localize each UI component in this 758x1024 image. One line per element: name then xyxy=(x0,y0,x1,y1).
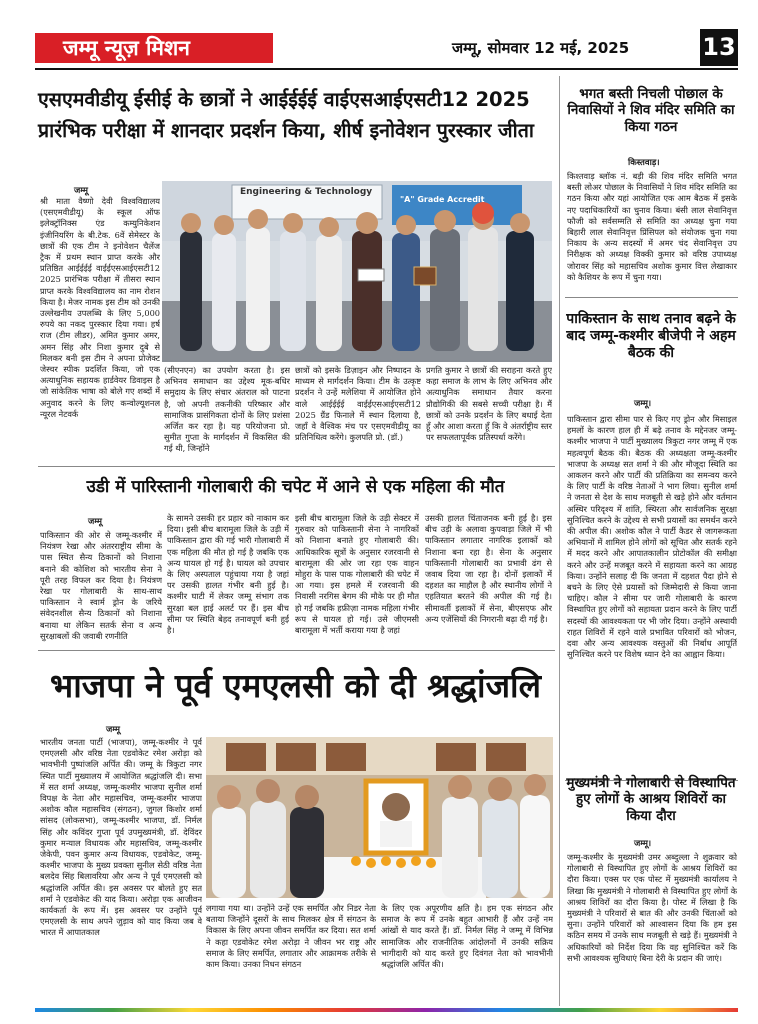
side1-body: किश्तवाड़ ब्लॉक नं. बड़ी की शिव मंदिर समिति भगत बस्ती लोअर पोछाल के निवासियों ने शिव मंदिर समिति का गठन किया और यहां आयोजित एक आम बैठक में इसके नए पदाधिकारियों का चुनाव किया। बंसी लाल सेवानिवृत्त फौजी को सर्वसम्मति से समिति का अध्यक्ष चुना गया बिहारी लाल सेवानिवृत्त प्रिंसिपल को संयोजक चुना गया निकाय के अन्य सदस्यों में अमर चंद सेवानिवृत्त उप निरीक्षक को अध्यक्ष विक्की कुमार को वरिष्ठ उपाध्यक्ष जोरावर सिंह को महासचिव अशोक कुमार वित्त लेखाकार को कैशियर के रूप में चुना गया। xyxy=(567,171,737,282)
side1-headline: भगत बस्ती निचली पोछाल के निवासियों ने शिव मंदिर समिति का किया गठन xyxy=(567,86,735,135)
side3-headline: मुख्यमंत्री ने गोलाबारी से विस्थापित हुए लोगों के आश्रय शिविरों का किया दौरा xyxy=(566,775,736,824)
story1-dateline: जम्मू xyxy=(74,186,88,196)
story2-headline: उडी में पारिस्तानी गोलाबारी की चपेट में आने से एक महिला की मौत xyxy=(86,477,505,497)
side1-dateline: किस्तवाड़। xyxy=(628,158,660,168)
bottom-color-strip xyxy=(35,1008,738,1012)
story3-column-3: के लिए एक अपूरणीय क्षति है। हम एक संगठन और समाज के रूप में उनके बहुत आभारी हैं और उन्हें नम आंखों से याद करते हैं। डॉ. निर्मल सिंह ने जम्मू में विभिन्न सामाजिक और राजनीतिक आंदोलनों में उनकी सक्रिय भागीदारी को याद करते हुए दिवंगत नेता को भावभीनी श्रद्धांजलि अर्पित की। xyxy=(381,903,553,970)
story1-column-4: प्रगति कुमार ने छात्रों की सराहना करते हुए कहा समाज के लाभ के लिए अभिनव और अत्याधुनिक समाधान तैयार करना प्रौद्योगिकी की सबसे सच्ची परीक्षा है। मैं छात्रों को उनके प्रदर्शन के लिए बधाई देता हूँ और आशा करता हूँ कि वे अंतर्राष्ट्रीय स्तर पर सफलतापूर्वक प्रतिस्पर्धा करेंगे। xyxy=(426,365,552,443)
column-rule xyxy=(559,76,560,1006)
story3-column-1: भारतीय जनता पार्टी (भाजपा), जम्मू-कश्मीर ने पूर्व एमएलसी और वरिष्ठ नेता एडवोकेट रमेश अरोड़ा को भावभीनी पुष्पांजलि अर्पित की। जम्मू के त्रिकुटा नगर स्थित पार्टी मुख्यालय में आयोजित श्रद्धांजलि दी। सभा में सत शर्मा अध्यक्ष, जम्मू-कश्मीर भाजपा सुनील शर्मा विपक्ष के नेता और महासचिव, जम्मू-कश्मीर भाजपा अशोक कौल महासचिव (संगठन), जुगल किशोर शर्मा सांसद (लोकसभा), जम्मू-कश्मीर भाजपा, डॉ. निर्मल सिंह और कविंदर गुप्ता पूर्व उपमुख्यमंत्री, डॉ. देविंदर कुमार मन्याल विधायक और महासचिव, जम्मू-कश्मीर जेकेपी, पवन कुमार अन्य विधायक, एडवोकेट, जम्मू-कश्मीर भाजपा के मुख्य प्रवक्ता सुनील सेठी वरिष्ठ नेता बलदेव सिंह बिलावरिया और अन्य ने पूर्व एमएलसी को श्रद्धांजलि अर्पित की। इस अवसर पर बोलते हुए सत शर्मा ने एडवोकेट की याद किया। अरोड़ा एक आजीवन कार्यकर्ता के रूप में। इस अवसर पर उन्होंने पूर्व एमएलसी के साथ अपने जुड़ाव को याद किया जब वे भारत में आपातकाल xyxy=(40,737,202,938)
side2-headline: पाकिस्तान के साथ तनाव बढ़ने के बाद जम्मू-कश्मीर बीजेपी ने अहम बैठक की xyxy=(566,311,736,362)
side3-dateline: जम्मू। xyxy=(634,839,652,849)
page-dateline: जम्मू, सोमवार 12 मई, 2025 xyxy=(452,39,630,57)
page-number: 13 xyxy=(700,29,738,66)
header-rule xyxy=(35,68,738,70)
story1-column-1: श्री माता वैष्णो देवी विश्वविद्यालय (एसएमवीडीयू) के स्कूल ऑफ इलेक्ट्रॉनिक्स एंड कम्युनिकेशन इंजीनियरिंग के बी.टेक. 6वें सेमेस्टर के छात्रों की एक टीम ने इनोवेशन चैलेंज ट्रैक में प्रथम स्थान प्राप्त करके और प्रतिष्ठित आईईईई वाईईएसआईएसटी12 2025 प्रारंभिक परीक्षा में तीसरा स्थान प्राप्त करके विश्वविद्यालय का नाम रोशन किया है। मेजर नामक इस टीम को उनकी उल्लेखनीय उपलब्धि के लिए 5,000 रुपये का नकद पुरस्कार दिया गया। हर्ष राज (टीम लीडर), अमित कुमार अमर, अमन सिंह और निशा कुमार दुबे से मिलकर बनी इस टीम ने अपना प्रोजेक्ट जेस्चर स्पीक प्रदर्शित किया, जो एक अत्याधुनिक सहायक हार्डवेयर डिवाइस है जो सांकेतिक भाषा को बोले गए शब्दों में अनुवाद करने के लिए कन्वोल्यूशनल न्यूरल नेटवर्क xyxy=(40,196,160,419)
story-divider xyxy=(38,466,555,467)
banner-text: Engineering & Technology xyxy=(240,187,373,197)
tribute-photo-illustration xyxy=(206,737,553,898)
award-photo-illustration xyxy=(162,181,552,362)
side-divider xyxy=(565,297,738,298)
story3-column-2: लगाया गया था। उन्होंने उन्हें एक समर्पित और निडर नेता बताया जिन्होंने दूसरों के साथ मिलकर क्षेत्र में संगठन के विकास के लिए अपना जीवन समर्पित कर दिया। सत शर्मा ने कहा एडवोकेट रमेश अरोड़ा ने जीवन भर राष्ट्र और समाज के लिए समर्पित, लगातार और आक्रामक तरीके से काम किया। उनका निधन संगठन xyxy=(206,903,376,970)
story1-column-3: छात्रों को इसके डिज़ाइन और निष्पादन के माध्यम से मार्गदर्शन किया। टीम के उत्कृष्ट प्रदर्शन ने उन्हें मलेशिया में आयोजित होने वाले आईईईई वाईईएसआईएसटी12 2025 ग्रैंड फिनाले में स्थान दिलाया है, जहाँ वे वैश्विक मंच पर एसएमवीडीयू का प्रतिनिधित्व करेंगे। कुलपति प्रो. (डॉ.) xyxy=(295,365,421,443)
side2-body: पाकिस्तान द्वारा सीमा पार से किए गए ड्रोन और मिसाइल हमलों के कारण हाल ही में बढ़े तनाव के मद्देनजर जम्मू-कश्मीर भाजपा ने पार्टी मुख्यालय त्रिकुटा नगर जम्मू में एक महत्वपूर्ण बैठक की। बैठक की अध्यक्षता जम्मू-कश्मीर भाजपा के अध्यक्ष सत शर्मा ने की और मौजूदा स्थिति का आकलन करने और पार्टी की प्रतिक्रिया का समन्वय करने के लिए पार्टी के वरिष्ठ नेताओं ने भाग लिया। सुनील शर्मा ने जनता से देश के साथ मजबूती से खड़े होने और वर्तमान अस्थिर परिदृश्य में शांति, स्थिरता और सार्वजनिक सुरक्षा सुनिश्चित करने के उद्देश्य से सभी प्रयासों का समर्थन करने की अपील की। अशोक कौल ने पार्टी कैडर से जागरूकता अभियानों में शामिल होने लोगों को सूचित और सतर्क रहने में मदद करने और आपातकालीन प्रोटोकॉल की समीक्षा करने और उन्हें मजबूत करने में सहायता करने का आग्रह किया। उन्होंने सलाह दी कि जनता में दहशत पैदा होने से बचने के लिए ऐसे प्रयासों को जिम्मेदारी से किया जाना चाहिए। कौल ने सीमा पर जारी गोलाबारी के कारण विस्थापित हुए लोगों को सहायता प्रदान करने के लिए पार्टी सदस्यों की आवश्यकता पर भी जोर दिया। उन्होंने अस्थायी राहत शिविरों में रहने वाले प्रभावित परिवारों को भोजन, दवा और अन्य आवश्यक वस्तुओं की निर्बाध आपूर्ति सुनिश्चित करने पर विशेष ध्यान देने का आह्वान किया। xyxy=(567,414,737,660)
story3-headline: भाजपा ने पूर्व एमएलसी को दी श्रद्धांजलि xyxy=(50,666,541,705)
story3-dateline: जम्मू xyxy=(106,725,120,735)
banner-subtext: "A" Grade Accredit xyxy=(400,195,485,204)
award-ceremony-photo xyxy=(162,181,552,362)
story2-column-2: के सामने उसकी हर प्रहार को नाकाम कर दिया। इसी बीच बारामूला जिले के उड़ी में पाकिस्तान द्वारा की गई भारी गोलाबारी में एक महिला की मौत हो गई है जबकि एक अन्य घायल हो गई है। घायल को उपचार के लिए अस्पताल पहुंचाया गया है जहां पर उसकी हालत गंभीर बनी हुई है। कश्मीर घाटी में लेकर जम्मू संभाग तक सुरक्षा बल हाई अलर्ट पर हैं। इस बीच सीमा पर स्थिति बेहद तनावपूर्ण बनी हुई है। xyxy=(167,513,289,636)
story2-column-1: पाकिस्तान की ओर से जम्मू-कश्मीर में नियंत्रण रेखा और अंतरराष्ट्रीय सीमा के पास स्थित सैन्य ठिकानों को निशाना बनाने की कोशिश को भारतीय सेना ने पूरी तरह विफल कर दिया है। नियंत्रण रेखा पर गोलाबारी के साथ-साथ पाकिस्तान ने स्वार्म ड्रोन के जरिये संवेदनशील सैन्य ठिकानों को निशाना बनाया था लेकिन सतर्क सेना व अन्य सुरक्षाबलों की जवाबी रणनीति xyxy=(40,530,162,641)
side2-dateline: जम्मू। xyxy=(634,399,652,409)
story2-column-3: इसी बीच बारामूला जिले के उड़ी सेक्टर में गुरुवार को पाकिस्तानी सेना ने नागरिकों को निशाना बनाते हुए गोलाबारी की। आधिकारिक सूत्रों के अनुसार रजरवानी से बारामूला की ओर जा रहा एक वाहन मोहुरा के पास पाक गोलाबारी की चपेट में आ गया। इस हमले में रजरवानी की निवासी नरगिस बेगम की मौके पर ही मौत हो गई जबकि हफ़ीज़ा नामक महिला गंभीर रूप से घायल हो गई। उसे जीएमसी बारामूला में भर्ती कराया गया है जहां xyxy=(295,513,419,636)
newspaper-masthead: जम्मू न्यूज़ मिशन xyxy=(35,33,273,63)
story-divider xyxy=(38,650,555,651)
story1-headline: एसएमवीडीयू ईसीई के छात्रों ने आईईईई वाईएसआईएसटी12 2025 प्रारंभिक परीक्षा में शानदार प्रदर्शन किया, शीर्ष इनोवेशन पुरस्कार जीता xyxy=(38,88,534,142)
story2-column-4: उसकी हालत चिंताजनक बनी हुई है। इस बीच उड़ी के अलावा कुपवाड़ा जिले में भी पाकिस्तान लगातार नागरिक इलाकों को निशाना बना रहा है। सेना के अनुसार पाकिस्तानी गोलाबारी का प्रभावी ढंग से जवाब दिया जा रहा है। दोनों इलाकों में दहशत का माहौल है और स्थानीय लोगों ने एहतियात बरतने की अपील की गई है। सीमावर्ती इलाकों में सेना, बीएसएफ और अन्य एजेंसियों की निगरानी बढ़ा दी गई है। xyxy=(425,513,552,624)
side3-body: जम्मू-कश्मीर के मुख्यमंत्री उमर अब्दुल्ला ने शुक्रवार को गोलाबारी से विस्थापित हुए लोगों के आश्रय शिविरों का दौरा किया। एक्स पर एक पोस्ट में मुख्यमंत्री कार्यालय ने लिखा कि मुख्यमंत्री ने गोलाबारी से विस्थापित हुए लोगों के आश्रय शिविरों का दौरा किया है। पोस्ट में लिखा है कि मुख्यमंत्री ने परिवारों से बात की और उनकी चिंताओं को सुना। उन्होंने परिवारों को आश्वासन दिया कि हम इस कठिन समय में उनके साथ मजबूती से खड़े हैं। मुख्यमंत्री ने अधिकारियों को निर्देश दिया कि वह सुनिश्चित करें कि सभी आवश्यक सुविधाएं बिना देरी के प्रदान की जाएं। xyxy=(567,852,737,963)
story2-dateline: जम्मू xyxy=(88,517,102,527)
tribute-photo xyxy=(206,737,553,898)
story1-column-2: (सीएनएन) का उपयोग करता है। इस अभिनव समाधान का उद्देश्य मूक-बधिर समुदाय के लिए संचार अंतराल को पाटना है, जो अपनी तकनीकी परिष्कार और सामाजिक प्रासंगिकता दोनों के लिए प्रशंसा अर्जित कर रहा है। यह परियोजना प्रो. सुमीत गुप्ता के मार्गदर्शन में विकसित की गई थी, जिन्होंने xyxy=(164,365,290,454)
